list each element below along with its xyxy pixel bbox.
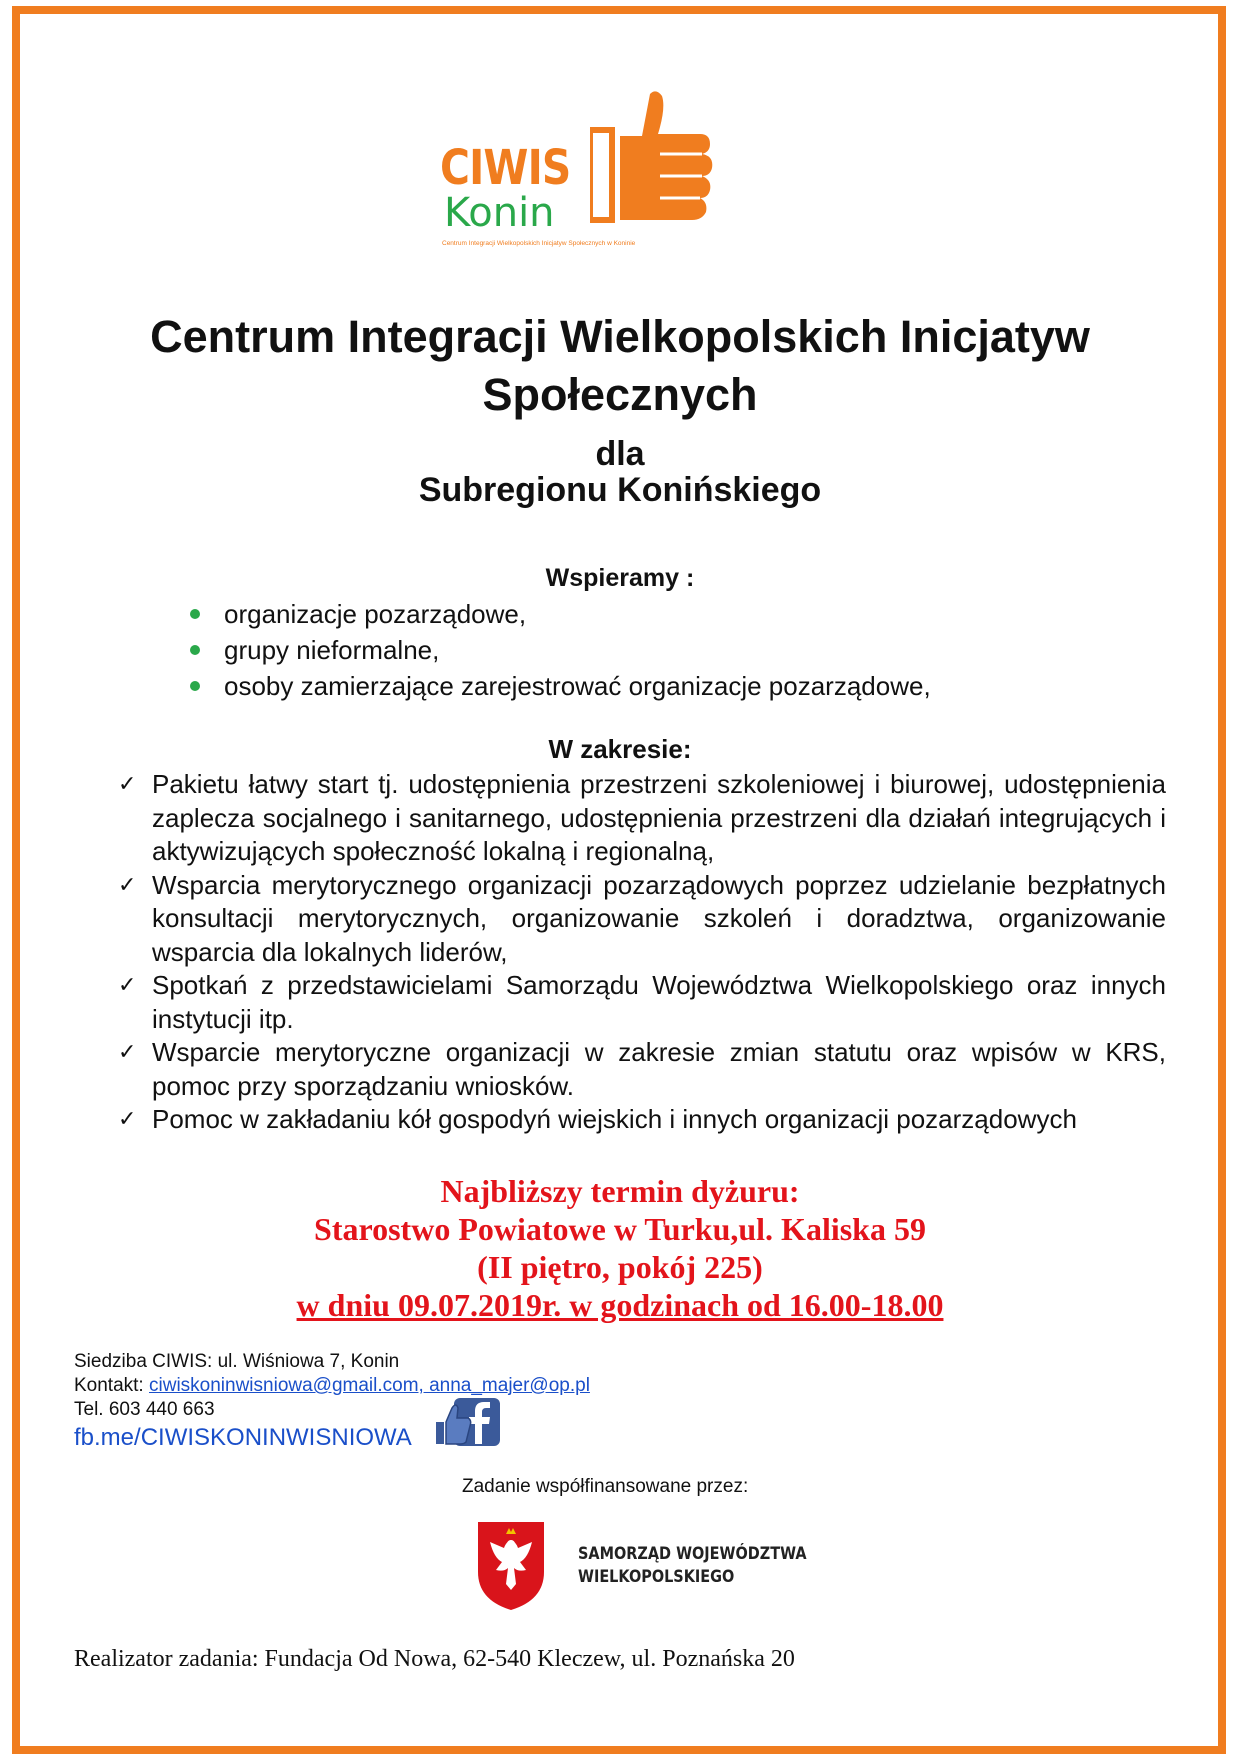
duty-deadline: [0, 1172, 1240, 1324]
facebook-link[interactable]: fb.me/CIWISKONINWISNIOWA: [74, 1424, 412, 1451]
facebook-like-icon: [432, 1396, 502, 1448]
list-item-text: Wsparcia merytorycznego organizacji pozarządowych poprzez udzielanie bezpłatnych konsultacji merytorycznych, organizowanie szkoleń i doradztwa, organizowanie wsparcia dla lokalnych liderów,: [152, 869, 1166, 967]
list-item: [188, 632, 931, 668]
bullet-icon: [190, 681, 200, 691]
title-line-1: Centrum Integracji Wielkopolskich Inicjatyw: [150, 311, 1090, 362]
list-item: [188, 596, 931, 632]
logo-ciwis-text: CIWIS: [440, 140, 571, 196]
sponsor-line-1: SAMORZĄD WOJEWÓDZTWA: [578, 1544, 807, 1564]
list-item-text: Spotkań z przedstawicielami Samorządu Województwa Wielkopolskiego oraz innych instytucji itp.: [152, 970, 1166, 1034]
thumbs-up-icon: [590, 88, 720, 233]
list-item-text: organizacje pozarządowe,: [224, 599, 527, 629]
list-item: [118, 969, 1166, 1036]
bullet-icon: [190, 609, 200, 619]
cofinance-label: Zadanie współfinansowane przez:: [462, 1476, 749, 1497]
checkmark-icon: ✓: [118, 1107, 137, 1132]
checkmark-icon: ✓: [118, 872, 137, 898]
title-line-2: Społecznych: [482, 369, 758, 420]
contact-line: [74, 1374, 590, 1398]
support-heading: Wspieramy :: [545, 564, 695, 592]
deadline-location: Starostwo Powiatowe w Turku,ul. Kaliska 59: [314, 1211, 926, 1247]
list-item: [118, 768, 1166, 869]
ciwis-logo: [430, 88, 730, 258]
checkmark-icon: ✓: [118, 772, 137, 797]
seat-address: Siedziba CIWIS: ul. Wiśniowa 7, Konin: [74, 1351, 400, 1372]
list-item: [118, 1036, 1166, 1103]
checkmark-icon: ✓: [118, 1040, 137, 1065]
contact-label: Kontakt:: [74, 1375, 149, 1396]
contact-block: [74, 1350, 590, 1422]
deadline-room: (II piętro, pokój 225): [477, 1249, 763, 1285]
page-title: [60, 308, 1180, 424]
list-item-text: Pakietu łatwy start tj. udostępnienia przestrzeni szkoleniowej i biurowej, udostępnienia zaplecza socjalnego i sanitarnego, udostępnienia przestrzeni dla działań integrujących i aktywizujących społeczność lokalną i regionalną,: [152, 769, 1166, 866]
logo-konin-text: Konin: [444, 190, 555, 236]
list-item-text: Wsparcie merytoryczne organizacji w zakresie zmian statutu oraz wpisów w KRS, pomoc przy sporządzaniu wniosków.: [152, 1037, 1166, 1101]
realizator-note: Realizator zadania: Fundacja Od Nowa, 62-540 Kleczew, ul. Poznańska 20: [74, 1646, 795, 1672]
title-line-3: dla: [595, 435, 645, 473]
list-item: [188, 668, 931, 704]
list-item-text: Pomoc w zakładaniu kół gospodyń wiejskich i innych organizacji pozarządowych: [152, 1104, 1077, 1134]
list-item: [118, 1103, 1166, 1137]
list-item-text: osoby zamierzające zarejestrować organizacje pozarządowe,: [224, 671, 931, 701]
list-item-text: grupy nieformalne,: [224, 635, 440, 665]
sponsor-name: [578, 1543, 807, 1589]
list-item: [118, 869, 1166, 970]
deadline-heading: Najbliższy termin dyżuru:: [440, 1173, 800, 1209]
deadline-date: w dniu 09.07.2019r. w godzinach od 16.00-18.00: [296, 1287, 944, 1323]
checkmark-icon: ✓: [118, 973, 137, 998]
email-links[interactable]: ciwiskoninwisniowa@gmail.com, anna_majer@op.pl: [149, 1375, 590, 1396]
support-list: [188, 596, 931, 704]
sponsor-line-2: WIELKOPOLSKIEGO: [578, 1567, 735, 1587]
logo-tagline: Centrum Integracji Wielkopolskich Inicjatyw Społecznych w Koninie: [442, 240, 636, 247]
phone-number: Tel. 603 440 663: [74, 1399, 215, 1420]
title-line-4: Subregionu Konińskiego: [418, 471, 822, 509]
coat-of-arms-icon: [476, 1520, 546, 1612]
range-heading: W zakresie:: [548, 734, 692, 764]
bullet-icon: [190, 645, 200, 655]
range-list: [118, 768, 1166, 1137]
